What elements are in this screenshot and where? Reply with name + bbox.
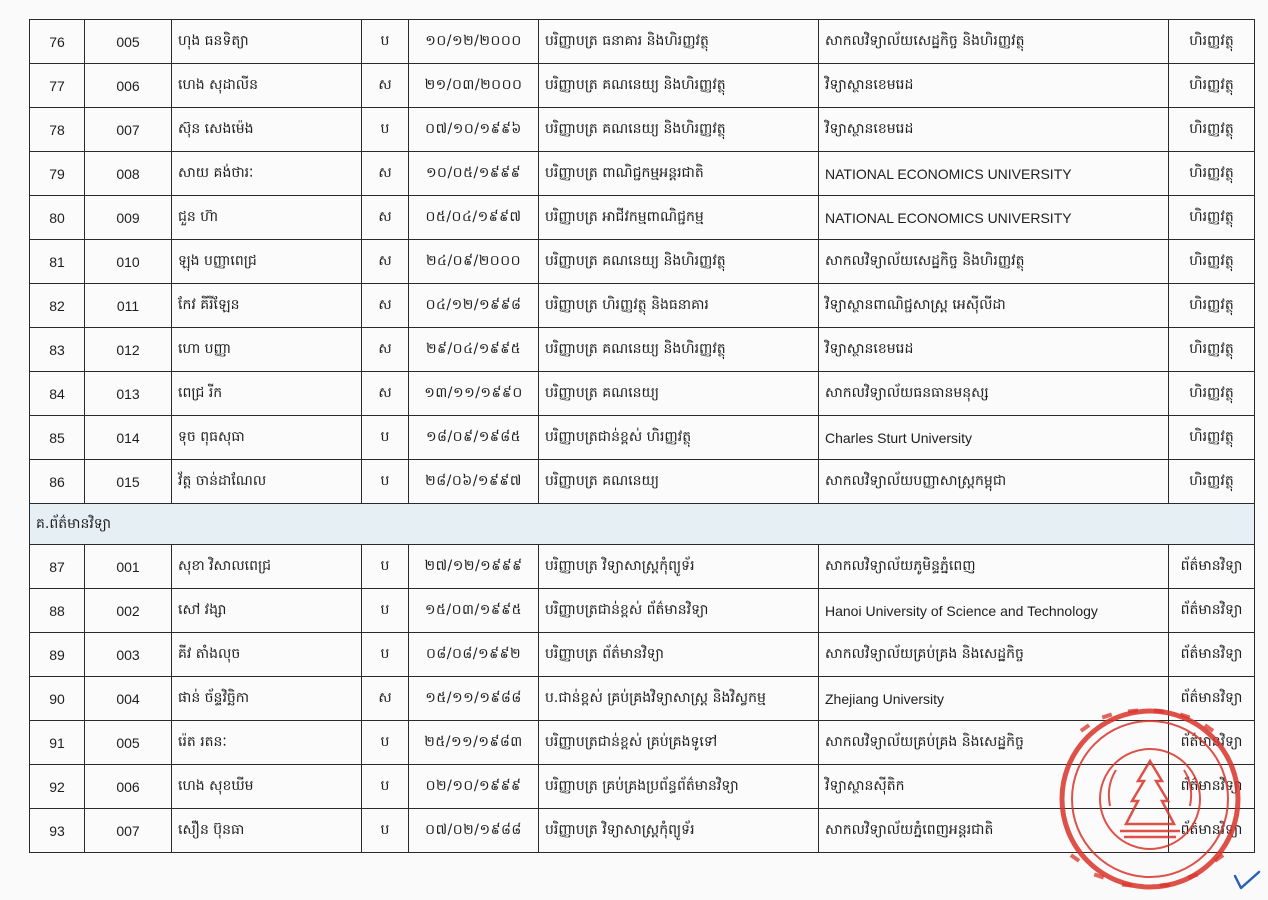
candidate-position: ហិរញ្ញវត្ថុ bbox=[1169, 372, 1255, 416]
candidate-name: វ័ត្ត ចាន់ដាណែល bbox=[172, 460, 362, 504]
candidate-dob: ១៣/១១/១៩៩០ bbox=[409, 372, 539, 416]
candidate-degree: បរិញ្ញាបត្រ អាជីវកម្មពាណិជ្ជកម្ម bbox=[539, 196, 819, 240]
candidate-degree: បរិញ្ញាបត្រ វិទ្យាសាស្ត្រកុំព្យូទ័រ bbox=[539, 809, 819, 853]
candidate-degree: បរិញ្ញាបត្រ ពាណិជ្ជកម្មអន្តរជាតិ bbox=[539, 152, 819, 196]
candidate-code: 015 bbox=[85, 460, 172, 504]
candidate-institution: Hanoi University of Science and Technology bbox=[819, 589, 1169, 633]
row-number: 78 bbox=[30, 108, 85, 152]
candidate-position: ហិរញ្ញវត្ថុ bbox=[1169, 416, 1255, 460]
candidate-institution: វិទ្យាស្ថានស៊ីតិក bbox=[819, 765, 1169, 809]
row-number: 76 bbox=[30, 20, 85, 64]
table-row bbox=[30, 328, 1255, 372]
candidate-degree: បរិញ្ញាបត្រ គណនេយ្យ និងហិរញ្ញវត្ថុ bbox=[539, 108, 819, 152]
candidate-name: ពេជ្រ រីក bbox=[172, 372, 362, 416]
candidate-sex: ស bbox=[362, 328, 409, 372]
candidate-name: សៅ វង្សា bbox=[172, 589, 362, 633]
candidate-sex: ស bbox=[362, 284, 409, 328]
candidate-institution: Charles Sturt University bbox=[819, 416, 1169, 460]
table-row bbox=[30, 721, 1255, 765]
candidate-code: 005 bbox=[85, 20, 172, 64]
candidate-dob: ១៥/១១/១៩៨៨ bbox=[409, 677, 539, 721]
row-number: 85 bbox=[30, 416, 85, 460]
candidate-sex: ស bbox=[362, 240, 409, 284]
candidate-code: 013 bbox=[85, 372, 172, 416]
candidate-code: 002 bbox=[85, 589, 172, 633]
candidate-position: ហិរញ្ញវត្ថុ bbox=[1169, 196, 1255, 240]
candidate-degree: បរិញ្ញាបត្រ ព័ត៌មានវិទ្យា bbox=[539, 633, 819, 677]
candidate-code: 007 bbox=[85, 809, 172, 853]
candidate-position: ហិរញ្ញវត្ថុ bbox=[1169, 152, 1255, 196]
candidate-position: ព័ត៌មានវិទ្យា bbox=[1169, 633, 1255, 677]
candidate-institution: វិទ្យាស្ថានខេមរេដ bbox=[819, 108, 1169, 152]
candidate-sex: ប bbox=[362, 460, 409, 504]
row-number: 77 bbox=[30, 64, 85, 108]
check-mark-icon bbox=[1232, 868, 1262, 892]
candidate-name: សុខា វិសាលពេជ្រ bbox=[172, 545, 362, 589]
candidate-institution: សាកលវិទ្យាល័យសេដ្ឋកិច្ច និងហិរញ្ញវត្ថុ bbox=[819, 20, 1169, 64]
candidate-name: ជួន ហ៊ា bbox=[172, 196, 362, 240]
row-number: 79 bbox=[30, 152, 85, 196]
candidate-name: ហេង សុខឃីម bbox=[172, 765, 362, 809]
candidate-name: សឿន ប៊ុនធា bbox=[172, 809, 362, 853]
candidate-position: ព័ត៌មានវិទ្យា bbox=[1169, 545, 1255, 589]
candidate-degree: បរិញ្ញាបត្រ ហិរញ្ញវត្ថុ និងធនាគារ bbox=[539, 284, 819, 328]
table-row bbox=[30, 196, 1255, 240]
table-row bbox=[30, 545, 1255, 589]
candidate-degree: បរិញ្ញាបត្រ គណនេយ្យ និងហិរញ្ញវត្ថុ bbox=[539, 328, 819, 372]
candidate-code: 008 bbox=[85, 152, 172, 196]
candidate-sex: ប bbox=[362, 809, 409, 853]
table-row bbox=[30, 108, 1255, 152]
table-row bbox=[30, 633, 1255, 677]
candidate-sex: ប bbox=[362, 416, 409, 460]
table-row bbox=[30, 589, 1255, 633]
candidate-institution: សាកលវិទ្យាល័យធនធានមនុស្ស bbox=[819, 372, 1169, 416]
candidate-position: ហិរញ្ញវត្ថុ bbox=[1169, 240, 1255, 284]
candidate-institution: NATIONAL ECONOMICS UNIVERSITY bbox=[819, 152, 1169, 196]
candidate-institution: សាកលវិទ្យាល័យគ្រប់គ្រង និងសេដ្ឋកិច្ច bbox=[819, 633, 1169, 677]
row-number: 89 bbox=[30, 633, 85, 677]
candidate-degree: បរិញ្ញាបត្រ គណនេយ្យ និងហិរញ្ញវត្ថុ bbox=[539, 64, 819, 108]
candidate-institution: សាកលវិទ្យាល័យបញ្ញាសាស្ត្រកម្ពុជា bbox=[819, 460, 1169, 504]
candidate-code: 006 bbox=[85, 765, 172, 809]
table-row bbox=[30, 372, 1255, 416]
candidate-sex: ប bbox=[362, 765, 409, 809]
row-number: 86 bbox=[30, 460, 85, 504]
candidate-degree: បរិញ្ញាបត្រជាន់ខ្ពស់ គ្រប់គ្រងទូទៅ bbox=[539, 721, 819, 765]
row-number: 83 bbox=[30, 328, 85, 372]
candidate-name: ឡុង បញ្ញាពេជ្រ bbox=[172, 240, 362, 284]
candidate-name: រ៉េត រតនៈ bbox=[172, 721, 362, 765]
candidate-name: ស៊ុន សេងម៉េង bbox=[172, 108, 362, 152]
candidate-code: 003 bbox=[85, 633, 172, 677]
candidate-sex: ប bbox=[362, 589, 409, 633]
row-number: 90 bbox=[30, 677, 85, 721]
candidate-dob: ២៨/០៦/១៩៩៧ bbox=[409, 460, 539, 504]
row-number: 87 bbox=[30, 545, 85, 589]
row-number: 84 bbox=[30, 372, 85, 416]
table-row bbox=[30, 152, 1255, 196]
row-number: 88 bbox=[30, 589, 85, 633]
candidate-sex: ស bbox=[362, 64, 409, 108]
candidate-institution: សាកលវិទ្យាល័យសេដ្ឋកិច្ច និងហិរញ្ញវត្ថុ bbox=[819, 240, 1169, 284]
candidate-institution: វិទ្យាស្ថានពាណិជ្ជសាស្ត្រ អេស៊ីលីដា bbox=[819, 284, 1169, 328]
candidate-position: ព័ត៌មានវិទ្យា bbox=[1169, 677, 1255, 721]
row-number: 91 bbox=[30, 721, 85, 765]
row-number: 92 bbox=[30, 765, 85, 809]
candidate-position: ហិរញ្ញវត្ថុ bbox=[1169, 64, 1255, 108]
candidate-sex: ប bbox=[362, 633, 409, 677]
candidate-name: គីវ តាំងលុច bbox=[172, 633, 362, 677]
candidate-name: សាយ គង់ថារៈ bbox=[172, 152, 362, 196]
table-row bbox=[30, 240, 1255, 284]
candidate-dob: ១៥/០៣/១៩៩៥ bbox=[409, 589, 539, 633]
candidate-degree: បរិញ្ញាបត្រ វិទ្យាសាស្ត្រកុំព្យូទ័រ bbox=[539, 545, 819, 589]
section-header-row bbox=[30, 504, 1255, 545]
candidate-code: 004 bbox=[85, 677, 172, 721]
candidate-institution: Zhejiang University bbox=[819, 677, 1169, 721]
candidate-position: ព័ត៌មានវិទ្យា bbox=[1169, 809, 1255, 853]
table-row bbox=[30, 20, 1255, 64]
table-section-it bbox=[30, 504, 1255, 545]
table-row bbox=[30, 416, 1255, 460]
candidate-name: ហេង សុដាលីន bbox=[172, 64, 362, 108]
candidate-dob: ២៩/០៤/១៩៩៥ bbox=[409, 328, 539, 372]
candidate-sex: ស bbox=[362, 152, 409, 196]
candidate-degree: បរិញ្ញាបត្រ ធនាគារ និងហិរញ្ញវត្ថុ bbox=[539, 20, 819, 64]
table-row bbox=[30, 64, 1255, 108]
table-row bbox=[30, 765, 1255, 809]
candidate-institution: សាកលវិទ្យាល័យភ្នំពេញអន្តរជាតិ bbox=[819, 809, 1169, 853]
candidate-sex: ស bbox=[362, 677, 409, 721]
candidate-position: ហិរញ្ញវត្ថុ bbox=[1169, 460, 1255, 504]
table-row bbox=[30, 809, 1255, 853]
candidate-sex: ប bbox=[362, 20, 409, 64]
candidate-code: 001 bbox=[85, 545, 172, 589]
candidate-dob: ២៧/១២/១៩៩៩ bbox=[409, 545, 539, 589]
candidate-sex: ប bbox=[362, 721, 409, 765]
candidate-position: ហិរញ្ញវត្ថុ bbox=[1169, 328, 1255, 372]
candidate-dob: ០៧/១០/១៩៩៦ bbox=[409, 108, 539, 152]
row-number: 82 bbox=[30, 284, 85, 328]
candidate-name: ទុច ពុធសុធា bbox=[172, 416, 362, 460]
candidate-institution: វិទ្យាស្ថានខេមរេដ bbox=[819, 328, 1169, 372]
candidate-name: ហុង ធនទិត្យា bbox=[172, 20, 362, 64]
candidate-code: 007 bbox=[85, 108, 172, 152]
candidate-dob: ២៤/០៩/២០០០ bbox=[409, 240, 539, 284]
table-body-it bbox=[30, 545, 1255, 853]
candidate-degree: បរិញ្ញាបត្រ គណនេយ្យ និងហិរញ្ញវត្ថុ bbox=[539, 240, 819, 284]
candidate-dob: ១០/០៥/១៩៩៩ bbox=[409, 152, 539, 196]
section-title: គ.ព័ត៌មានវិទ្យា bbox=[30, 504, 1255, 545]
candidate-code: 005 bbox=[85, 721, 172, 765]
candidate-position: ហិរញ្ញវត្ថុ bbox=[1169, 20, 1255, 64]
candidate-position: ព័ត៌មានវិទ្យា bbox=[1169, 721, 1255, 765]
candidate-institution: NATIONAL ECONOMICS UNIVERSITY bbox=[819, 196, 1169, 240]
candidate-institution: វិទ្យាស្ថានខេមរេដ bbox=[819, 64, 1169, 108]
candidate-dob: ១៨/០៩/១៩៨៥ bbox=[409, 416, 539, 460]
candidate-dob: ០៥/០៤/១៩៩៧ bbox=[409, 196, 539, 240]
table-row bbox=[30, 460, 1255, 504]
candidate-institution: សាកលវិទ្យាល័យគ្រប់គ្រង និងសេដ្ឋកិច្ច bbox=[819, 721, 1169, 765]
candidate-sex: ប bbox=[362, 545, 409, 589]
row-number: 81 bbox=[30, 240, 85, 284]
candidate-sex: ប bbox=[362, 108, 409, 152]
candidate-position: ហិរញ្ញវត្ថុ bbox=[1169, 284, 1255, 328]
candidate-dob: ០៤/១២/១៩៩៨ bbox=[409, 284, 539, 328]
candidate-degree: ប.ជាន់ខ្ពស់ គ្រប់គ្រងវិទ្យាសាស្ត្រ និងវិស្វកម្ម bbox=[539, 677, 819, 721]
table-row bbox=[30, 677, 1255, 721]
candidate-dob: ២១/០៣/២០០០ bbox=[409, 64, 539, 108]
candidate-name: ហោ បញ្ញា bbox=[172, 328, 362, 372]
candidate-dob: ២៥/១១/១៩៨៣ bbox=[409, 721, 539, 765]
table-row bbox=[30, 284, 1255, 328]
candidate-code: 006 bbox=[85, 64, 172, 108]
candidate-position: ព័ត៌មានវិទ្យា bbox=[1169, 589, 1255, 633]
row-number: 93 bbox=[30, 809, 85, 853]
candidate-table bbox=[29, 19, 1255, 853]
candidate-code: 009 bbox=[85, 196, 172, 240]
candidate-dob: ០២/១០/១៩៩៩ bbox=[409, 765, 539, 809]
candidate-code: 011 bbox=[85, 284, 172, 328]
candidate-degree: បរិញ្ញាបត្រជាន់ខ្ពស់ ហិរញ្ញវត្ថុ bbox=[539, 416, 819, 460]
candidate-degree: បរិញ្ញាបត្រ គណនេយ្យ bbox=[539, 372, 819, 416]
candidate-degree: បរិញ្ញាបត្រជាន់ខ្ពស់ ព័ត៌មានវិទ្យា bbox=[539, 589, 819, 633]
candidate-sex: ស bbox=[362, 372, 409, 416]
row-number: 80 bbox=[30, 196, 85, 240]
candidate-position: ព័ត៌មានវិទ្យា bbox=[1169, 765, 1255, 809]
candidate-sex: ស bbox=[362, 196, 409, 240]
candidate-dob: ១០/១២/២០០០ bbox=[409, 20, 539, 64]
table-body-finance bbox=[30, 20, 1255, 504]
candidate-dob: ០៨/០៨/១៩៩២ bbox=[409, 633, 539, 677]
candidate-degree: បរិញ្ញាបត្រ គ្រប់គ្រងប្រព័ន្ធព័ត៌មានវិទ្យា bbox=[539, 765, 819, 809]
candidate-dob: ០៧/០២/១៩៨៨ bbox=[409, 809, 539, 853]
candidate-institution: សាកលវិទ្យាល័យភូមិន្ទភ្នំពេញ bbox=[819, 545, 1169, 589]
candidate-code: 014 bbox=[85, 416, 172, 460]
candidate-position: ហិរញ្ញវត្ថុ bbox=[1169, 108, 1255, 152]
candidate-degree: បរិញ្ញាបត្រ គណនេយ្យ bbox=[539, 460, 819, 504]
candidate-code: 012 bbox=[85, 328, 172, 372]
candidate-code: 010 bbox=[85, 240, 172, 284]
candidate-name: កែវ គីរីឡែន bbox=[172, 284, 362, 328]
candidate-name: ផាន់ ច័ន្ទវិច្ឆិកា bbox=[172, 677, 362, 721]
